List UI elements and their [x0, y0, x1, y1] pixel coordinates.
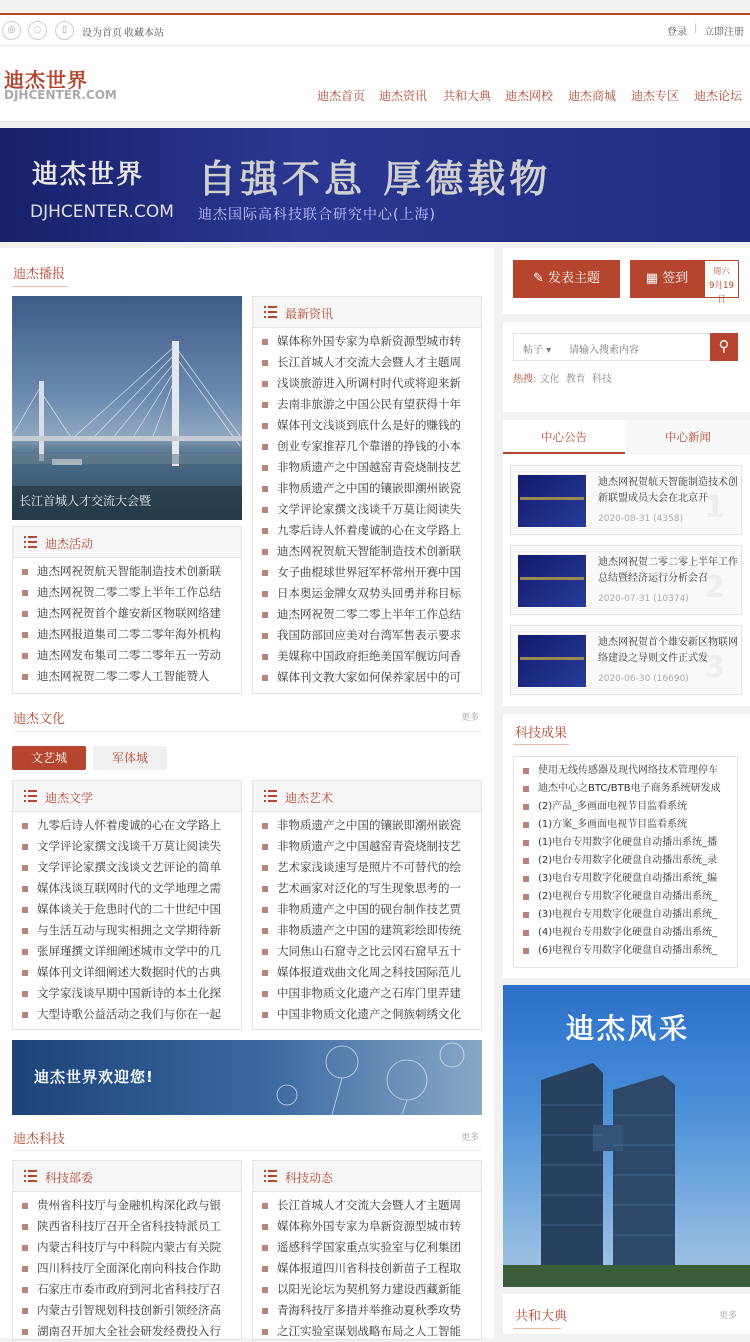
search-card	[503, 322, 750, 412]
tech-dynamics-title: 科技动态	[285, 1171, 334, 1185]
edit-icon: ✎	[532, 271, 548, 286]
list-item[interactable]: 陕西省科技厅召开全省科技特派员工	[13, 1216, 241, 1237]
style-showcase-title: 迪杰风采	[566, 1012, 691, 1045]
list-item[interactable]: 大同焦山石窟寺之比云冈石窟早五十	[253, 941, 481, 962]
list-item[interactable]: 张屏瑾撰文详细阐述城市文学中的几	[13, 941, 241, 962]
calendar-icon: ▦	[645, 271, 663, 286]
list-item[interactable]: 迪杰网祝贺首个雄安新区物联网络建	[13, 603, 241, 624]
search-type-select[interactable]: 帖子 ▾	[523, 345, 552, 356]
latest-news-box	[252, 296, 482, 694]
set-home-link[interactable]: 设为首页	[82, 28, 122, 39]
list-item[interactable]: 迪杰网祝贺二零二零上半年工作总结	[253, 604, 481, 625]
welcome-banner[interactable]	[12, 1040, 482, 1115]
nav-item-school[interactable]: 迪杰网校	[505, 89, 554, 103]
list-item[interactable]: 媒体浅谈互联网时代的文学地理之需	[13, 878, 241, 899]
activity-title: 迪杰活动	[45, 537, 94, 551]
news-meta: 2020-06-30 (16690)	[598, 674, 689, 684]
list-item[interactable]: (2)电台专用数字化硬盘自动播出系统_录	[514, 852, 737, 870]
nav-item-zone[interactable]: 迪杰专区	[631, 89, 680, 103]
tech-results-list	[514, 757, 737, 960]
bridge-illustration	[12, 296, 242, 520]
list-item[interactable]: (6)电视台专用数字化硬盘自动播出系统_	[514, 942, 737, 960]
register-link[interactable]: 立即注册	[704, 27, 744, 38]
list-item[interactable]: 媒体刊文浅谈到底什么是好的赚钱的	[253, 415, 481, 436]
nav-item-mall[interactable]: 迪杰商城	[568, 89, 617, 103]
list-item[interactable]: 九零后诗人怀着虔诚的心在文学路上	[13, 815, 241, 836]
list-item[interactable]: 遥感科学国家重点实验室与亿利集团	[253, 1237, 481, 1258]
activity-box	[12, 526, 242, 694]
list-item[interactable]: 媒体称外国专家为阜新资源型城市转	[253, 331, 481, 352]
hot-tag[interactable]: 科技	[591, 374, 612, 385]
nav-item-news[interactable]: 迪杰资讯	[379, 89, 428, 103]
section-underline	[12, 286, 68, 287]
list-item[interactable]: (3)电视台专用数字化硬盘自动播出系统_	[514, 906, 737, 924]
list-item[interactable]: 四川科技厅全面深化南向科技合作助	[13, 1258, 241, 1279]
list-item[interactable]: 媒体刊文教大家如何保养家居中的可	[253, 667, 481, 688]
main-content	[0, 248, 494, 1338]
news-rank: 2	[704, 570, 725, 605]
news-card[interactable]	[510, 545, 742, 615]
list-item[interactable]: 与生活互动与现实相拥之文学期待新	[13, 920, 241, 941]
list-item[interactable]: 大型诗歌公益活动之我们与你在一起	[13, 1004, 241, 1025]
art-box	[252, 780, 482, 1030]
news-rank: 3	[704, 650, 725, 685]
list-icon	[264, 790, 277, 802]
news-thumbnail	[518, 475, 586, 527]
tech-dynamics-box	[252, 1160, 482, 1340]
image-caption: 长江首城人才交流大会暨	[19, 494, 152, 508]
list-item[interactable]: 迪杰网祝贺二零二零人工智能赞人	[13, 666, 241, 687]
list-icon	[24, 536, 37, 548]
tech-dynamics-list	[253, 1192, 481, 1342]
nav-item-home[interactable]: 迪杰首页	[317, 89, 366, 103]
science-title: 迪杰科技	[13, 1132, 66, 1147]
hot-tag[interactable]: 教育	[565, 374, 586, 385]
tab-center-news[interactable]: 中心新闻	[626, 420, 750, 454]
list-item[interactable]: 迪杰网发布集司二零二零年五一劳动	[13, 645, 241, 666]
list-icon	[24, 790, 37, 802]
nav-item-dictionary[interactable]: 共和大典	[443, 89, 492, 103]
list-item[interactable]: 美媒称中国政府拒绝美国军舰访问香	[253, 646, 481, 667]
list-item[interactable]: (1)方案_多画面电视节目监看系统	[514, 816, 737, 834]
art-list	[253, 812, 481, 1025]
list-item[interactable]: 媒体报道戏曲文化周之科技国际范儿	[253, 962, 481, 983]
post-topic-button[interactable]: ✎ 发表主题	[513, 260, 620, 298]
list-item[interactable]: 媒体称外国专家为阜新资源型城市转	[253, 1216, 481, 1237]
search-icon[interactable]: ⚲	[710, 333, 738, 361]
tech-results-card	[503, 714, 750, 978]
section-underline	[12, 731, 482, 732]
list-item[interactable]: 非物质遗产之中国的镶嵌即潮州嵌瓷	[253, 815, 481, 836]
list-item[interactable]: 我国防部回应美对台湾军售表示要求	[253, 625, 481, 646]
tab-military-city[interactable]: 军体城	[93, 746, 167, 770]
list-item[interactable]: 中国非物质文化遗产之石库门里弄建	[253, 983, 481, 1004]
list-item[interactable]: 中国非物质文化遗产之侗族刺绣文化	[253, 1004, 481, 1025]
hero-banner[interactable]	[0, 128, 750, 242]
banner-slogan: 自强不息 厚德载物	[198, 157, 552, 201]
dictionary-card	[503, 1294, 750, 1334]
news-thumbnail	[518, 555, 586, 607]
news-thumbnail	[518, 635, 586, 687]
style-showcase-image[interactable]	[503, 985, 750, 1287]
logo-text[interactable]: 迪杰世界	[4, 68, 88, 92]
literature-title: 迪杰文学	[45, 791, 94, 805]
list-item[interactable]: 非物质遗产之中国的建筑彩绘即传统	[253, 920, 481, 941]
list-item[interactable]: (3)电台专用数字化硬盘自动播出系统_编	[514, 870, 737, 888]
section-underline	[12, 1150, 482, 1151]
latest-news-list	[253, 328, 481, 688]
list-item[interactable]: 日本奥运金牌女双势头回勇并称目标	[253, 583, 481, 604]
list-item[interactable]: 迪杰网祝贺航天智能制造技术创新联	[253, 541, 481, 562]
topbar-separator: |	[694, 23, 698, 34]
site-header	[0, 46, 750, 122]
activity-list	[13, 558, 241, 687]
latest-news-title: 最新资讯	[285, 307, 334, 321]
list-item[interactable]: 去南非旅游之中国公民有望获得十年	[253, 394, 481, 415]
list-item[interactable]: 以阳光论坛为契机努力建设西藏新能	[253, 1279, 481, 1300]
list-item[interactable]: 艺术画家对泛化的写生现象思考的一	[253, 878, 481, 899]
signin-button[interactable]: ▦ 签到	[630, 260, 704, 298]
nav-item-forum[interactable]: 迪杰论坛	[694, 89, 743, 103]
list-item[interactable]: 艺术家浅谈速写是照片不可替代的绘	[253, 857, 481, 878]
date-badge: 周六 9月19日	[704, 260, 739, 298]
banner-domain: DJHCENTER.COM	[30, 202, 174, 222]
list-item[interactable]: 之江实验室谋划战略布局之人工智能	[253, 1321, 481, 1342]
weibo-icon[interactable]: ◎	[2, 21, 21, 40]
list-icon	[264, 1170, 277, 1182]
literature-box	[12, 780, 242, 1030]
welcome-text: 迪杰世界欢迎您!	[34, 1068, 154, 1086]
list-item[interactable]: 长江首城人才交流大会暨人才主题周	[253, 1195, 481, 1216]
list-item[interactable]: 迪杰中心之BTC/BTB电子商务系统研发成	[514, 780, 737, 798]
bookmark-link[interactable]: 收藏本站	[124, 28, 164, 39]
list-item[interactable]: 创业专家推荐几个靠谱的挣钱的小本	[253, 436, 481, 457]
list-icon	[24, 1170, 37, 1182]
dictionary-title: 共和大典	[515, 1309, 568, 1324]
news-card[interactable]	[510, 465, 742, 535]
tech-dept-list	[13, 1192, 241, 1342]
search-box	[513, 333, 738, 361]
news-card[interactable]	[510, 625, 742, 695]
list-item[interactable]: 湖南召开加大全社会研发经费投入行	[13, 1321, 241, 1342]
list-item[interactable]: 长江首城人才交流大会暨人才主题周	[253, 352, 481, 373]
list-item[interactable]: 女子曲棍球世界冠军杯常州开赛中国	[253, 562, 481, 583]
banner-organization: 迪杰国际高科技联合研究中心(上海)	[198, 207, 436, 223]
list-item[interactable]: 非物质遗产之中国的镶嵌即潮州嵌瓷	[253, 478, 481, 499]
broadcast-title: 迪杰播报	[13, 267, 66, 282]
list-item[interactable]: 媒体报道四川省科技创新苗子工程取	[253, 1258, 481, 1279]
search-input[interactable]: 请输入搜索内容	[569, 345, 639, 356]
hot-search: 热搜: 文化 教育 科技	[513, 374, 612, 385]
dictionary-more-link[interactable]: 更多	[719, 1311, 738, 1321]
list-item[interactable]: 文学家浅谈早期中国新诗的本土化探	[13, 983, 241, 1004]
banner-brand: 迪杰世界	[32, 160, 145, 190]
list-item[interactable]: 非物质遗产之中国越窑青瓷烧制技艺	[253, 457, 481, 478]
featured-image[interactable]	[12, 296, 242, 520]
news-title: 迪杰网祝贺航天智能制造技术创新联盟成员大会在北京开	[598, 477, 738, 504]
list-item[interactable]: (2)产品_多画面电视节目监看系统	[514, 798, 737, 816]
hot-tag[interactable]: 文化	[539, 374, 560, 385]
list-item[interactable]: 文学评论家撰文浅谈千万莫让阅读失	[13, 836, 241, 857]
list-item[interactable]: (4)电视台专用数字化硬盘自动播出系统_	[514, 924, 737, 942]
news-title: 迪杰网祝贺二零二零上半年工作总结暨经济运行分析会召	[598, 557, 738, 584]
logo-domain: DJHCENTER.COM	[4, 88, 117, 102]
tech-dept-box	[12, 1160, 242, 1340]
tab-center-notice[interactable]: 中心公告	[503, 420, 625, 454]
list-item[interactable]: 内蒙古引智规划科技创新引领经济高	[13, 1300, 241, 1321]
list-item[interactable]: 青海科技厅多措并举推动夏秋季攻势	[253, 1300, 481, 1321]
art-title: 迪杰艺术	[285, 791, 334, 805]
tech-results-title: 科技成果	[515, 726, 568, 741]
list-item[interactable]: 非物质遗产之中国的砚台制作技艺贾	[253, 899, 481, 920]
list-item[interactable]: 文学评论家撰文浅谈千万莫让阅读失	[253, 499, 481, 520]
list-item[interactable]: 媒体刊文详细阐述大数据时代的古典	[13, 962, 241, 983]
list-item[interactable]: (2)电视台专用数字化硬盘自动播出系统_	[514, 888, 737, 906]
section-underline	[513, 1328, 561, 1329]
list-item[interactable]: 九零后诗人怀着虔诚的心在文学路上	[253, 520, 481, 541]
news-rank: 1	[704, 490, 725, 525]
list-item[interactable]: 迪杰网祝贺二零二零上半年工作总结	[13, 582, 241, 603]
tech-dept-title: 科技部委	[45, 1171, 94, 1185]
list-item[interactable]: 文学评论家撰文浅谈文艺评论的简单	[13, 857, 241, 878]
science-more-link[interactable]: 更多	[461, 1133, 480, 1143]
list-item[interactable]: 非物质遗产之中国越窑青瓷烧制技艺	[253, 836, 481, 857]
news-title: 迪杰网祝贺首个雄安新区物联网络建设之导则文件正式发	[598, 637, 738, 664]
news-meta: 2020-07-31 (10374)	[598, 594, 689, 604]
action-card	[503, 248, 750, 314]
list-item[interactable]: 使用无线传感器及现代网络技术管理停车	[514, 762, 737, 780]
top-bar	[0, 15, 750, 46]
news-meta: 2020-08-31 (4358)	[598, 514, 684, 524]
list-item[interactable]: 媒体谈关于危患时代的二十世纪中国	[13, 899, 241, 920]
list-item[interactable]: 迪杰网祝贺航天智能制造技术创新联	[13, 561, 241, 582]
list-icon	[264, 306, 277, 318]
wechat-icon[interactable]: ◌	[28, 21, 47, 40]
tab-literature-city[interactable]: 文艺城	[12, 746, 86, 770]
literature-list	[13, 812, 241, 1025]
list-item[interactable]: 石家庄市委市政府到河北省科技厅召	[13, 1279, 241, 1300]
culture-title: 迪杰文化	[13, 712, 66, 727]
list-item[interactable]: 浅谈旅游进入所调村时代或将迎来新	[253, 373, 481, 394]
tech-results-box	[513, 756, 738, 968]
list-item[interactable]: 内蒙古科技厅与中科院内蒙古有关院	[13, 1237, 241, 1258]
list-item[interactable]: 贵州省科技厅与金融机构深化政与银	[13, 1195, 241, 1216]
culture-more-link[interactable]: 更多	[461, 713, 480, 723]
login-link[interactable]: 登录	[667, 27, 687, 38]
mobile-icon[interactable]: ▯	[55, 21, 74, 40]
building-illustration	[503, 985, 750, 1287]
list-item[interactable]: 迪杰网报道集司二零二零年海外机构	[13, 624, 241, 645]
list-item[interactable]: (1)电台专用数字化硬盘自动播出系统_播	[514, 834, 737, 852]
section-underline	[513, 744, 569, 745]
